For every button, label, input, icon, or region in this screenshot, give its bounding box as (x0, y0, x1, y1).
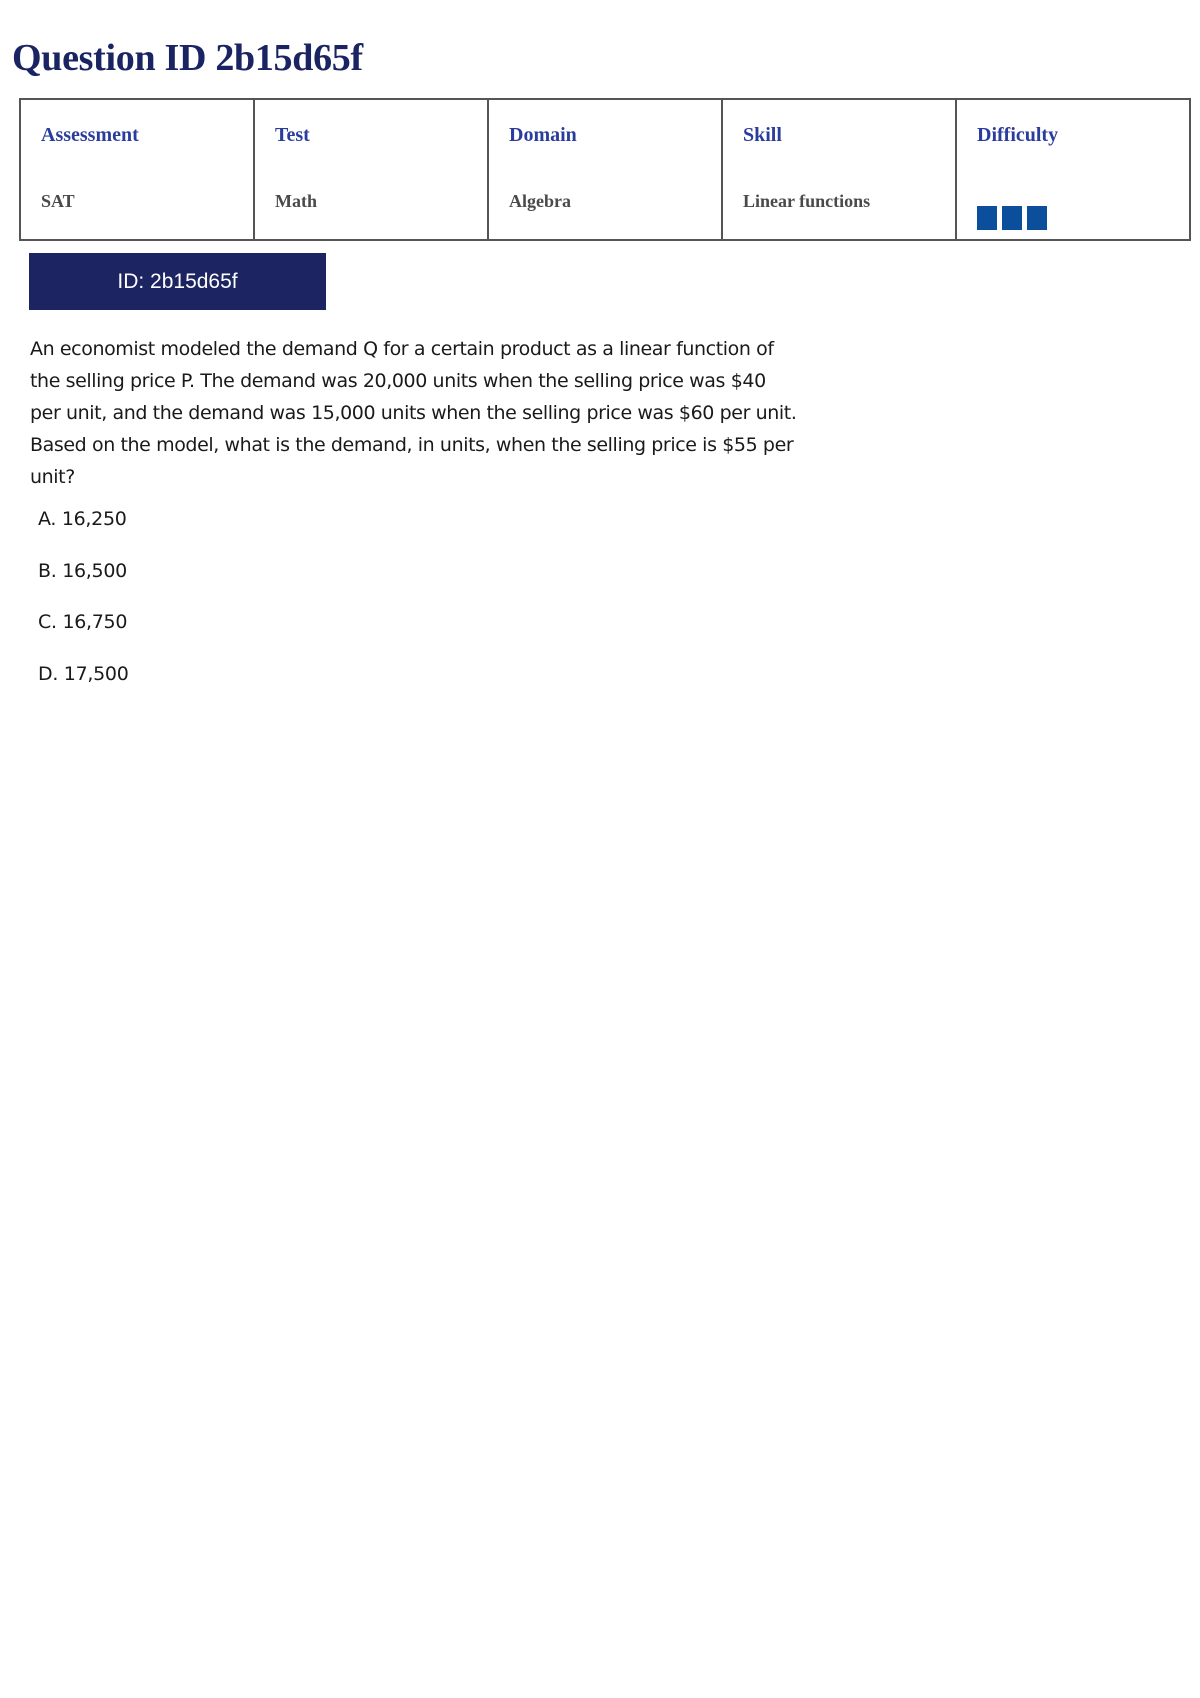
domain-value: Algebra (509, 191, 571, 211)
answer-choices (38, 505, 129, 711)
question-meta-table (19, 98, 1191, 241)
choice-a[interactable]: A. 16,250 (38, 508, 127, 530)
assessment-header: Assessment (41, 124, 139, 146)
meta-cell-skill (722, 99, 956, 240)
question-text: An economist modeled the demand Q for a certain product as a linear function of the selling price P. The demand was 20,000 units when the selling price was $40 per unit, and the demand was 15,000 units when the selling price was $60 per unit. Based on the model, what is the demand, in units, when the selling price is $55 per unit? (30, 338, 797, 488)
assessment-value: SAT (41, 191, 75, 211)
difficulty-header: Difficulty (977, 124, 1059, 146)
test-header: Test (275, 124, 310, 146)
meta-cell-assessment (20, 99, 254, 240)
page-title: Question ID 2b15d65f (12, 37, 363, 79)
choice-d[interactable]: D. 17,500 (38, 662, 129, 685)
choice-c[interactable]: C. 16,750 (38, 611, 128, 633)
meta-cell-difficulty (956, 99, 1190, 240)
question-id-banner: ID: 2b15d65f (29, 253, 326, 310)
meta-cell-test (254, 99, 488, 240)
domain-header: Domain (509, 124, 577, 146)
difficulty-bar (1027, 206, 1047, 230)
difficulty-bar (977, 206, 997, 230)
choice-b[interactable]: B. 16,500 (38, 559, 127, 582)
skill-value: Linear functions (743, 191, 871, 211)
difficulty-indicator (977, 206, 1047, 230)
skill-header: Skill (743, 124, 782, 146)
difficulty-bar (1002, 206, 1022, 230)
test-value: Math (275, 191, 317, 211)
meta-cell-domain (488, 99, 722, 240)
